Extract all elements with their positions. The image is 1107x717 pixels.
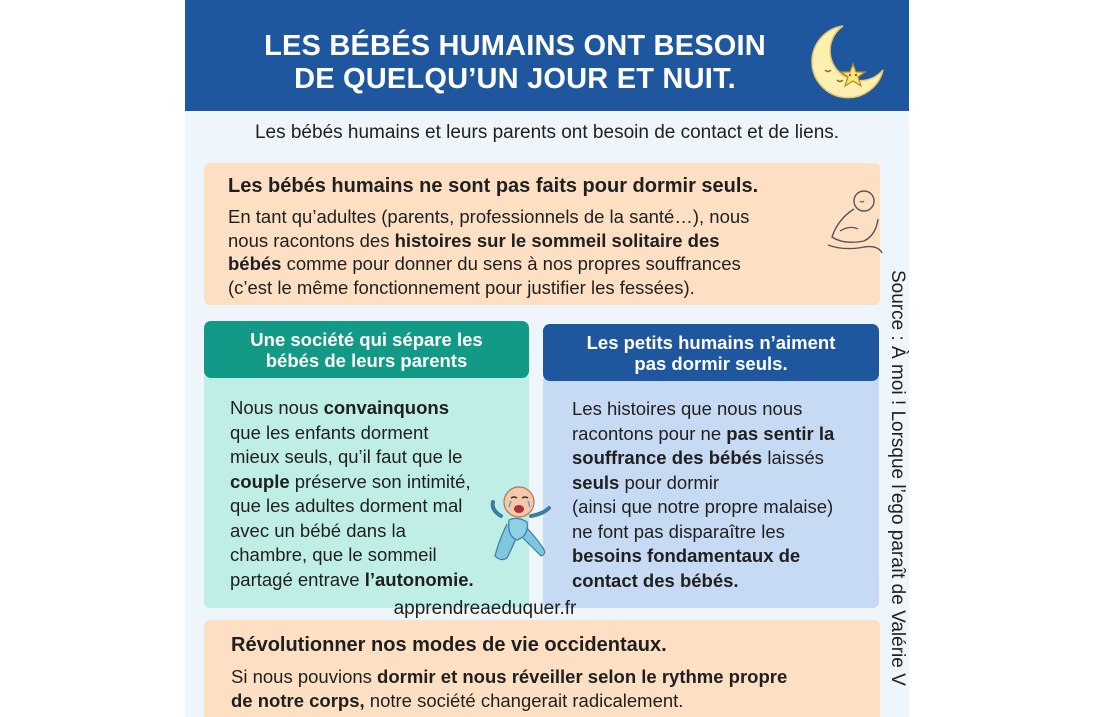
text-line: que les adultes dorment mal <box>230 495 463 516</box>
bold-fragment: souffrance des bébés <box>572 447 763 468</box>
bold-fragment: histoires sur le sommeil solitaire des <box>394 229 720 251</box>
text-line <box>228 252 828 276</box>
bold-fragment: dormir et nous réveiller selon le rythme propre <box>377 666 788 687</box>
text-line <box>231 689 871 713</box>
bold-fragment: convainquons <box>323 397 449 418</box>
text-fragment: partagé entrave <box>230 568 365 590</box>
revolution-title: Révolutionner nos modes de vie occidentaux. <box>231 634 667 656</box>
crescent-moon-star-icon <box>803 20 887 104</box>
text-line <box>572 471 872 496</box>
text-line: ne font pas disparaître les <box>572 520 785 542</box>
text-line: (c’est le même fonctionnement pour justifier les fessées). <box>228 276 695 298</box>
society-box-heading <box>204 321 529 378</box>
heading-line: bébés de leurs parents <box>265 349 468 371</box>
text-fragment: pour dormir <box>619 471 720 493</box>
source-credit: Source : À moi ! Lorsque l’ego paraît de Valérie V <box>887 270 908 686</box>
society-box-text <box>230 396 520 592</box>
title-line-2: DE QUELQU’UN JOUR ET NUIT. <box>294 63 736 95</box>
sleep-alone-title: Les bébés humains ne sont pas faits pour dormir seuls. <box>228 175 759 197</box>
text-line <box>230 470 520 495</box>
bold-fragment: bébés <box>228 253 282 274</box>
revolution-box <box>204 620 880 717</box>
crying-baby-icon <box>487 480 565 566</box>
text-fragment: comme pour donner du sens à nos propres souffrances <box>281 253 741 274</box>
humans-box-heading <box>543 324 879 381</box>
text-fragment: nous racontons des <box>228 229 395 251</box>
text-line: avec un bébé dans la <box>230 519 406 541</box>
bold-fragment: l’autonomie. <box>364 568 474 590</box>
sleep-alone-box <box>204 163 880 305</box>
title-line-1: LES BÉBÉS HUMAINS ONT BESOIN <box>264 30 766 62</box>
text-fragment: notre société changerait radicalement. <box>364 690 684 711</box>
text-line <box>572 446 872 471</box>
bold-fragment: pas sentir la <box>726 422 835 444</box>
text-line <box>228 229 828 253</box>
sleeping-person-icon <box>824 179 884 259</box>
bold-fragment: couple <box>230 470 290 492</box>
poster <box>185 0 909 717</box>
text-line <box>230 568 520 593</box>
text-fragment: racontons pour ne <box>572 422 727 444</box>
text-fragment: Nous nous <box>230 397 324 418</box>
text-line: chambre, que le sommeil <box>230 544 437 565</box>
text-fragment: laissés <box>762 447 824 468</box>
text-fragment: Si nous pouvions <box>231 666 378 687</box>
text-line: que les enfants dorment <box>230 421 429 443</box>
revolution-text <box>231 665 871 713</box>
humans-box-text <box>572 397 872 593</box>
text-line: Les histoires que nous nous <box>572 398 803 419</box>
website-watermark: apprendreaeduquer.fr <box>393 598 577 619</box>
bold-fragment: seuls <box>572 471 620 493</box>
text-line <box>572 422 872 447</box>
heading-line: Les petits humains n’aiment <box>586 331 836 353</box>
text-line: besoins fondamentaux de <box>572 545 801 566</box>
text-line <box>231 665 871 689</box>
sleep-alone-text <box>228 205 828 299</box>
heading-line: Une société qui sépare les <box>250 328 483 350</box>
heading-line: pas dormir seuls. <box>634 352 788 374</box>
page-title <box>215 30 815 96</box>
text-line <box>230 396 520 421</box>
subtitle: Les bébés humains et leurs parents ont besoin de contact et de liens. <box>254 122 840 143</box>
text-line: contact des bébés. <box>572 569 739 591</box>
text-line: (ainsi que notre propre malaise) <box>572 496 834 517</box>
text-fragment: préserve son intimité, <box>289 470 471 492</box>
bold-fragment: de notre corps, <box>231 690 365 711</box>
text-line: mieux seuls, qu’il faut que le <box>230 446 463 467</box>
header <box>185 0 909 111</box>
text-line: En tant qu’adultes (parents, professionnels de la santé…), nous <box>228 206 750 227</box>
